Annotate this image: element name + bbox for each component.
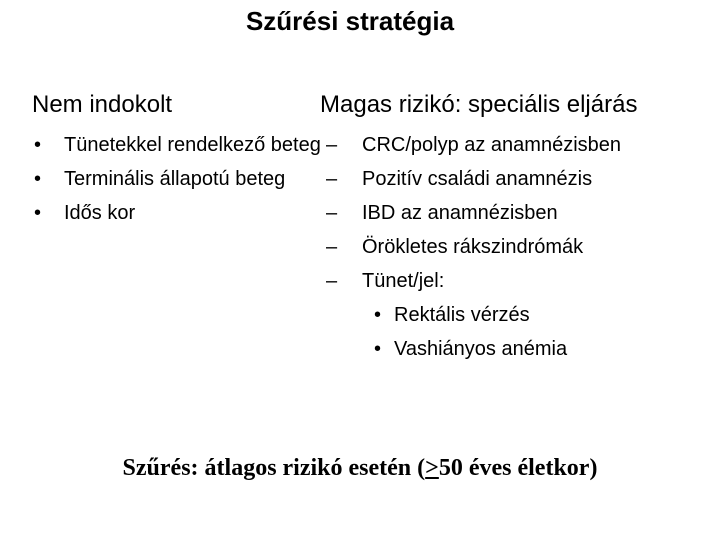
symptom-sub-item-text: Vashiányos anémia [394, 338, 568, 360]
symptom-sub-item [374, 336, 567, 370]
symptom-sub-item-text: Rektális vérzés [394, 304, 530, 326]
bullet-marker: • [34, 168, 42, 190]
footer-text-after: 50 éves életkor) [438, 455, 598, 481]
slide-title: Szűrési stratégia [245, 6, 455, 36]
symptom-sub-list [374, 302, 567, 370]
bullet-marker: • [34, 134, 42, 156]
left-list-item-text: Tünetekkel rendelkező beteg [64, 134, 321, 156]
left-bullet-list [34, 132, 324, 234]
dash-marker: – [326, 270, 338, 292]
symptom-sub-item [374, 302, 567, 336]
right-list-item-text: Pozitív családi anamnézis [362, 168, 593, 190]
right-list-item [326, 200, 716, 234]
right-list-item-text: Örökletes rákszindrómák [362, 236, 584, 258]
right-list-item [326, 166, 716, 200]
right-list-item [326, 234, 716, 268]
right-list-item [326, 268, 716, 302]
screening-footer [0, 452, 720, 484]
right-list-item-text: CRC/polyp az anamnézisben [362, 134, 622, 156]
right-dash-list [326, 132, 716, 302]
right-column-heading: Magas rizikó: speciális eljárás [320, 91, 638, 118]
left-list-item-text: Idős kor [64, 202, 136, 224]
dash-marker: – [326, 168, 338, 190]
bullet-marker: • [374, 304, 382, 326]
dash-marker: – [326, 202, 338, 224]
dash-marker: – [326, 236, 338, 258]
bullet-marker: • [374, 338, 382, 360]
left-list-item [34, 132, 324, 158]
left-column-heading: Nem indokolt [32, 91, 173, 118]
bullet-marker: • [34, 202, 42, 224]
right-list-item-text: IBD az anamnézisben [362, 202, 558, 224]
footer-text-before: Szűrés: átlagos rizikó esetén ( [122, 455, 426, 481]
right-list-item-text: Tünet/jel: [362, 270, 445, 292]
left-list-item-text: Terminális állapotú beteg [64, 168, 286, 190]
greater-or-equal-symbol: > [425, 455, 439, 481]
right-list-item [326, 132, 716, 166]
dash-marker: – [326, 134, 338, 156]
left-list-item [34, 166, 324, 192]
left-list-item [34, 200, 324, 226]
